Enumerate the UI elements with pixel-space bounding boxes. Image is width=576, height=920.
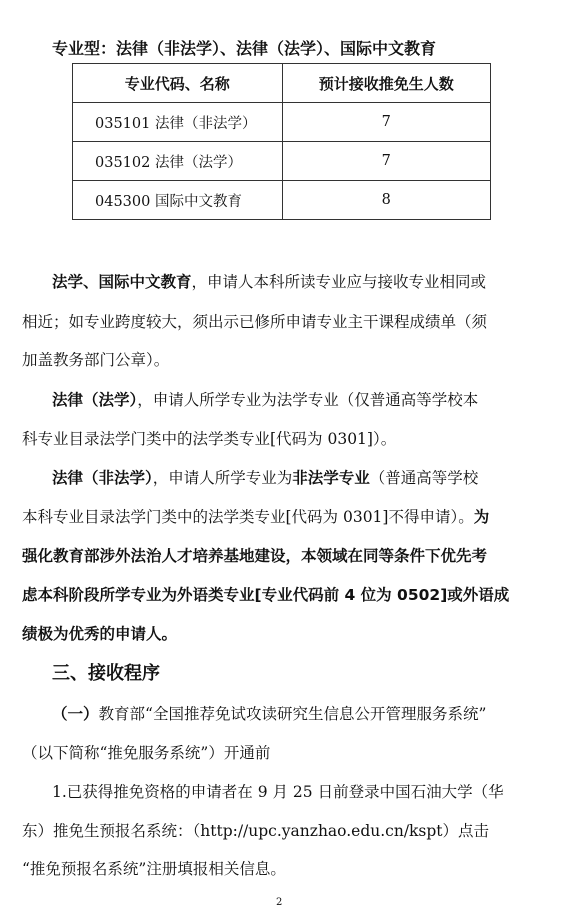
- majors-table: [72, 63, 491, 220]
- major-name: 035101 法律（非法学）: [73, 103, 283, 142]
- item1-line1: 1.已获得推免资格的申请者在 9 月 25 日前登录中国石油大学（华: [52, 783, 504, 801]
- para3-line1: [52, 466, 478, 488]
- para1-line1: [52, 270, 486, 292]
- para2-text: ，申请人所学专业为法学专业（仅普通高等学校本: [137, 391, 479, 409]
- quota-count: 7: [282, 142, 490, 181]
- para3-line2-text: 本科专业目录法学门类中的法学类专业[代码为 0301]不得申请）。: [22, 508, 474, 526]
- para3-emphasis: 非法学专业: [292, 469, 370, 487]
- sub1-text: 教育部“全国推荐免试攻读研究生信息公开管理服务系统”: [98, 705, 487, 723]
- section-heading: 三、接收程序: [52, 663, 160, 684]
- para3-line5: 绩极为优秀的申请人。: [22, 625, 178, 643]
- para2-line2: 科专业目录法学门类中的法学类专业[代码为 0301]）。: [22, 430, 397, 448]
- sub1-lead: （一）: [52, 705, 99, 723]
- quota-count: 8: [282, 181, 490, 220]
- major-name: 035102 法律（法学）: [73, 142, 283, 181]
- para2-line1: [52, 388, 478, 410]
- table-row: [73, 181, 491, 220]
- para1-line3: 加盖教务部门公章）。: [22, 351, 170, 369]
- sub1-line2: （以下简称“推免服务系统”）开通前: [22, 744, 271, 762]
- para1-lead: 法学、国际中文教育: [52, 273, 192, 291]
- para3-line3: 强化教育部涉外法治人才培养基地建设，本领域在同等条件下优先考: [22, 547, 488, 565]
- para3-line2: [22, 505, 489, 527]
- table-row: [73, 103, 491, 142]
- column-header-major: 专业代码、名称: [73, 64, 283, 103]
- table-row: [73, 142, 491, 181]
- column-header-quota: 预计接收推免生人数: [282, 64, 490, 103]
- para3-lead: 法律（非法学）: [52, 469, 153, 487]
- para1-line2: 相近；如专业跨度较大，须出示已修所申请专业主干课程成绩单（须: [22, 313, 488, 331]
- para3-line2-bold: 为: [473, 508, 490, 526]
- quota-count: 7: [282, 103, 490, 142]
- para2-lead: 法律（法学）: [52, 391, 138, 409]
- item1-line2: 东）推免生预报名系统：（http://upc.yanzhao.edu.cn/kspt）点击: [22, 822, 490, 840]
- para1-text: ，申请人本科所读专业应与接收专业相同或: [191, 273, 487, 291]
- table-header-row: [73, 64, 491, 103]
- section-label: 专业型：法律（非法学）、法律（法学）、国际中文教育: [52, 39, 437, 58]
- item1-line3: “推免预报名系统”注册填报相关信息。: [22, 860, 286, 878]
- page-number: 2: [276, 897, 283, 908]
- para3-text: ，申请人所学专业为: [152, 469, 293, 487]
- major-name: 045300 国际中文教育: [73, 181, 283, 220]
- sub1-line1: [52, 702, 486, 724]
- para3-line4: 虑本科阶段所学专业为外语类专业[专业代码前 4 位为 0502]或外语成: [22, 586, 510, 604]
- para3-text-end: （普通高等学校: [369, 469, 479, 487]
